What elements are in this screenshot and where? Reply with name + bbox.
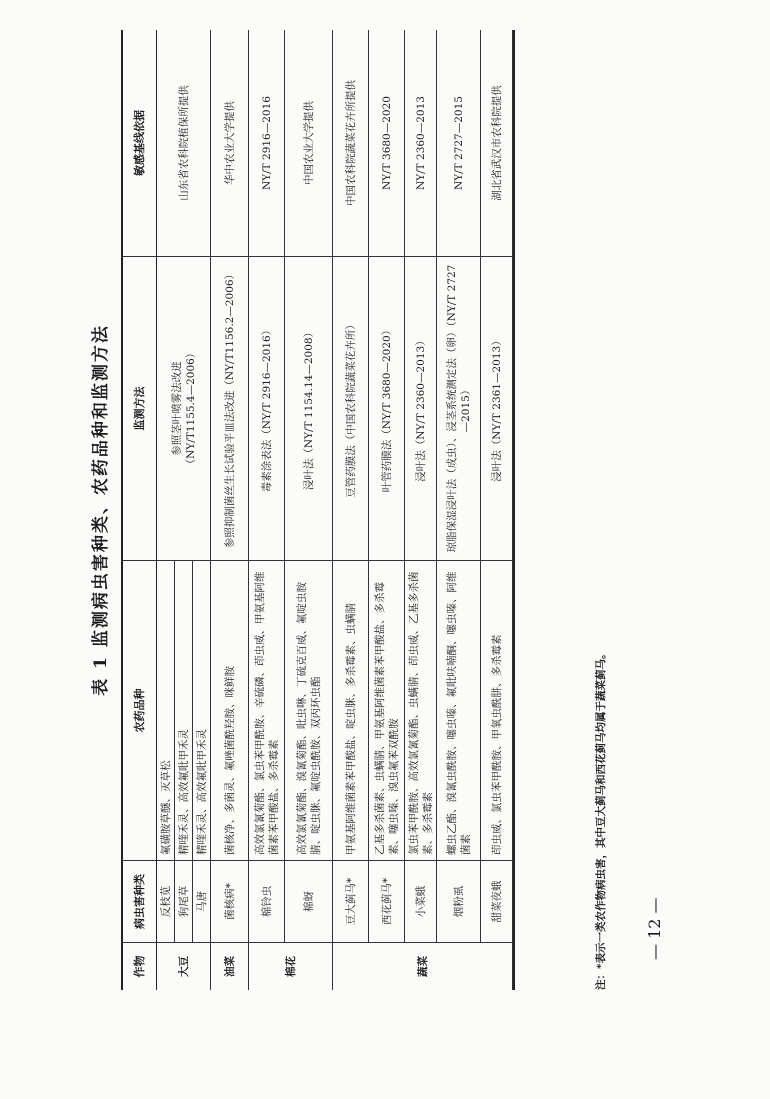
pest-cell: 菌核病* <box>211 860 249 942</box>
soybean-method-cell <box>157 256 211 560</box>
crop-soybean: 大豆 <box>157 942 211 990</box>
pesticide-cell: 氟磺胺草醚、灭草松 <box>157 560 175 860</box>
crop-cotton: 棉花 <box>249 942 333 990</box>
pest-cell: 豆大蓟马* <box>333 860 369 942</box>
baseline-cell: NY/T 2727—2015 <box>437 30 481 256</box>
pest-cell: 西花蓟马* <box>369 860 405 942</box>
pest-cell: 甜菜夜蛾 <box>481 860 513 942</box>
pesticide-cell: 乙基多杀菌素、虫螨腈、甲氨基阿维菌素苯甲酸盐、多杀霉素、噻虫嗪、溴虫氟苯双酰胺 <box>369 560 405 860</box>
soybean-method-line1: 参照茎叶喷雾法改进 <box>170 361 183 456</box>
header-pest: 病虫害种类 <box>123 860 157 942</box>
pesticide-cell: 茚虫威、氯虫苯甲酰胺、甲氧虫酰肼、多杀霉素 <box>481 560 513 860</box>
soybean-baseline-cell: 山东省农科院植保所提供 <box>157 30 211 256</box>
monitoring-table <box>121 30 515 990</box>
baseline-cell: 华中农业大学提供 <box>211 30 249 256</box>
method-cell: 浸叶法（NY/T 2360—2013） <box>405 256 437 560</box>
method-cell: 豆管药膜法（中国农科院蔬菜花卉所） <box>333 256 369 560</box>
pesticide-cell: 高效氯氰菊酯、氯虫苯甲酰胺、辛硫磷、茚虫威、甲氨基阿维菌素苯甲酸盐、多杀霉素 <box>249 560 285 860</box>
baseline-cell: NY/T 2916—2016 <box>249 30 285 256</box>
pesticide-cell: 氯虫苯甲酰胺、高效氯氰菊酯、虫螨腈、茚虫威、乙基多杀菌素、多杀霉素 <box>405 560 437 860</box>
pest-cell: 棉蚜 <box>285 860 333 942</box>
baseline-cell: NY/T 3680—2020 <box>369 30 405 256</box>
crop-rapeseed: 油菜 <box>211 942 249 990</box>
crop-vegetable: 蔬菜 <box>333 942 513 990</box>
header-baseline: 敏感基线依据 <box>123 30 157 256</box>
pest-cell: 狗尾草 <box>175 860 193 942</box>
method-cell: 浸叶法（NY/T 2361—2013） <box>481 256 513 560</box>
baseline-cell: 中国农科院蔬菜花卉所提供 <box>333 30 369 256</box>
pesticide-cell: 菌核净、多菌灵、氟唑菌酰羟胺、咪鲜胺 <box>211 560 249 860</box>
pest-cell: 小菜蛾 <box>405 860 437 942</box>
pest-cell: 马唐 <box>193 860 211 942</box>
pesticide-cell: 高效氯氰菊酯、溴氰菊酯、吡虫啉、丁硫克百威、氟啶虫胺腈、啶虫脒、氟啶虫酰胺、双丙环虫酯 <box>285 560 333 860</box>
pest-cell: 棉铃虫 <box>249 860 285 942</box>
soybean-method-line2: （NY/T1155.4—2006） <box>184 347 197 470</box>
baseline-cell: 中国农业大学提供 <box>285 30 333 256</box>
pesticide-cell: 精喹禾灵、高效氟吡甲禾灵 <box>175 560 193 860</box>
pesticide-cell: 精喹禾灵、高效氟吡甲禾灵 <box>193 560 211 860</box>
method-cell: 参照抑制菌丝生长试验平皿法改进（NY/T1156.2—2006） <box>211 256 249 560</box>
pest-cell: 反枝苋 <box>157 860 175 942</box>
header-pesticide: 农药品种 <box>123 560 157 860</box>
baseline-cell: 湖北省武汉市农科院提供 <box>481 30 513 256</box>
method-cell: 叶管药膜法（NY/T 3680—2020） <box>369 256 405 560</box>
table-note: 注：*表示一类农作物病虫害，其中豆大蓟马和西花蓟马均属于蔬菜蓟马。 <box>595 648 607 990</box>
method-cell: 浸叶法（NY/T 1154.14—2008） <box>285 256 333 560</box>
pesticide-cell: 甲氨基阿维菌素苯甲酸盐、啶虫脒、多杀霉素、虫螨腈 <box>333 560 369 860</box>
page-number: — 12 — <box>645 897 664 960</box>
method-cell: 琼脂保湿浸叶法（成虫）、浸茎系统测定法（卵）（NY/T 2727—2015） <box>437 256 481 560</box>
rotated-page <box>85 30 685 990</box>
pesticide-cell: 螺虫乙酯、溴氰虫酰胺、噻虫嗪、氟吡呋喃酮、噻虫嗪、阿维菌素 <box>437 560 481 860</box>
header-crop: 作物 <box>123 942 157 990</box>
baseline-cell: NY/T 2360—2013 <box>405 30 437 256</box>
table-title: 表 1 监测病虫害种类、农药品种和监测方法 <box>91 324 111 696</box>
header-method: 监测方法 <box>123 256 157 560</box>
pest-cell: 烟粉虱 <box>437 860 481 942</box>
method-cell: 毒素涂表法（NY/T 2916—2016） <box>249 256 285 560</box>
